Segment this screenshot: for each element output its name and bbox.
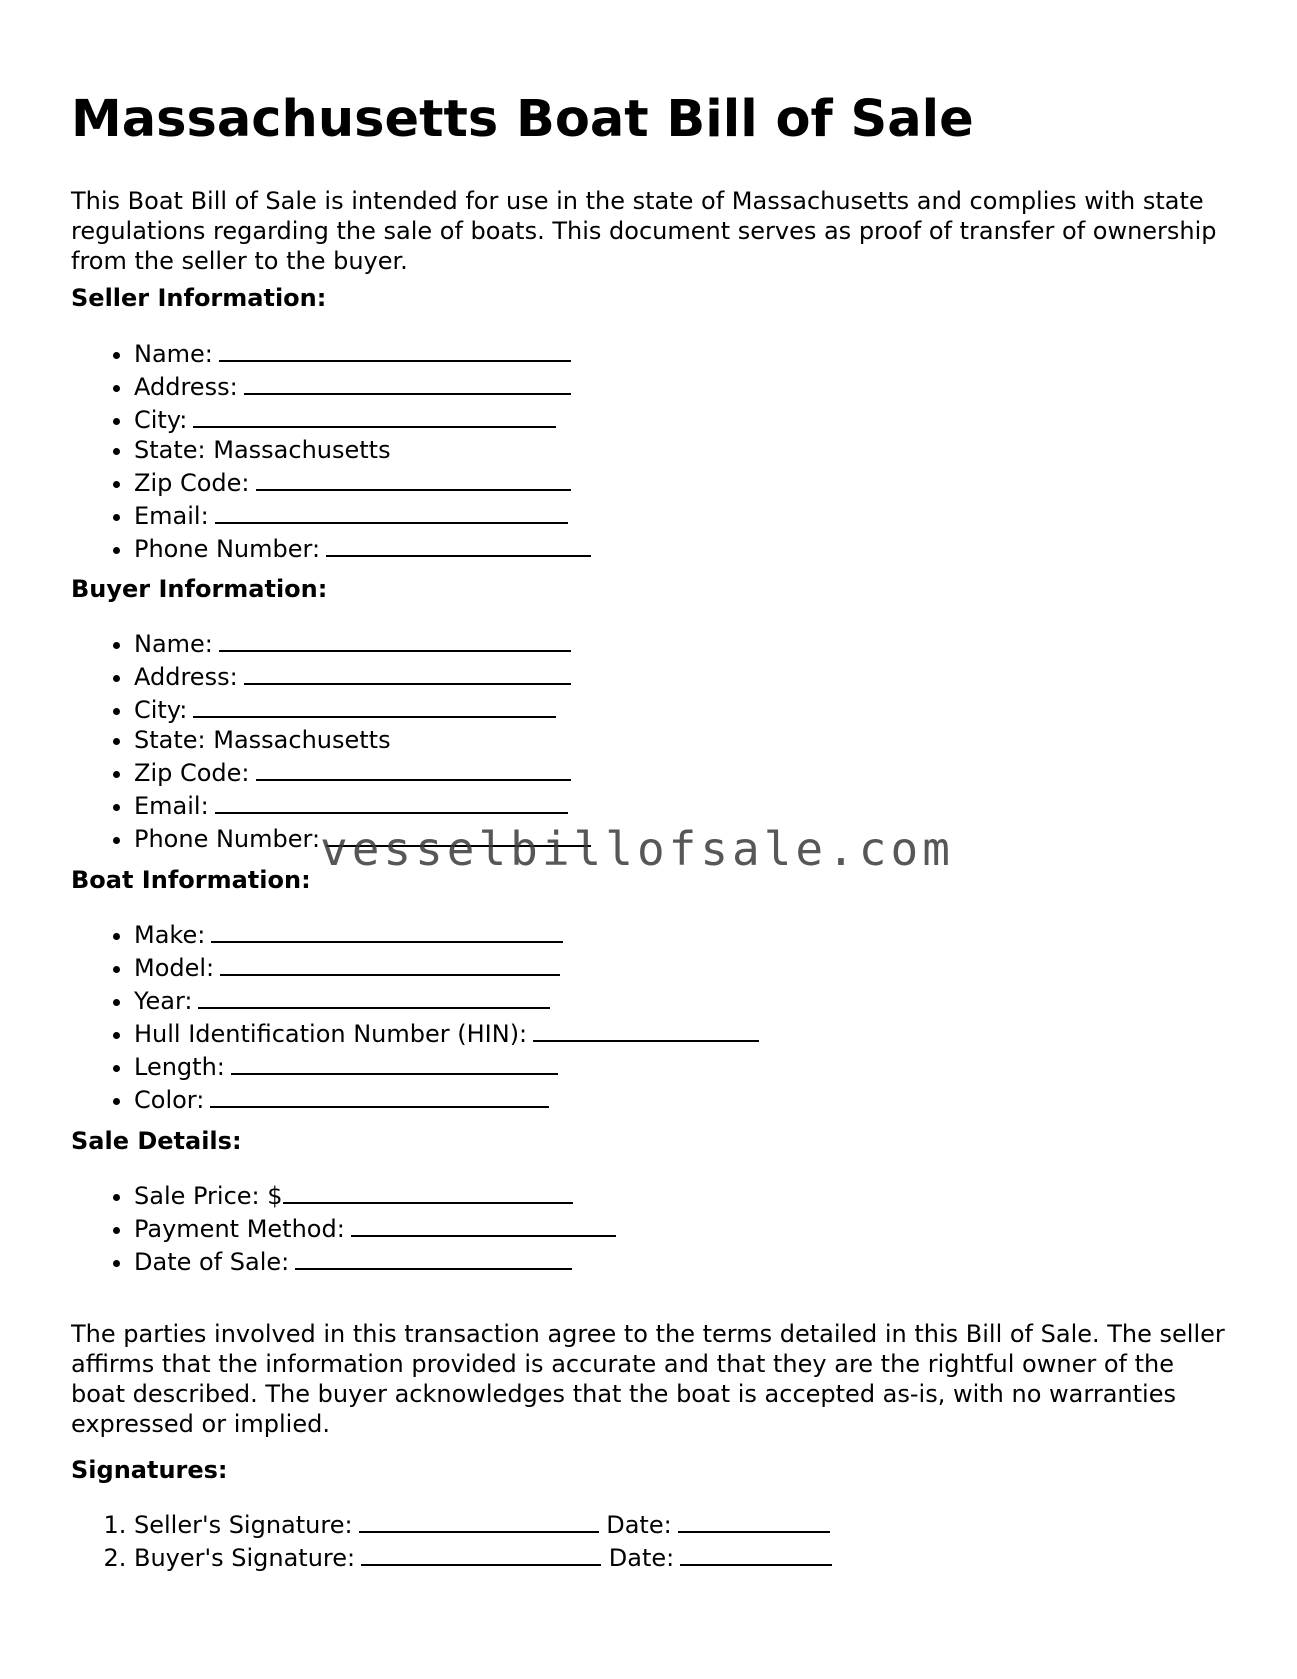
buyer-signature-date-label: Date:	[608, 1544, 675, 1572]
boat-year-field	[134, 983, 759, 1016]
buyer-name-label: Name:	[134, 630, 213, 658]
buyer-fields	[71, 626, 591, 854]
boat-year-label: Year:	[134, 987, 193, 1015]
seller-fields	[71, 336, 591, 564]
boat-heading: Boat Information:	[71, 866, 311, 894]
boat-make-line[interactable]	[211, 917, 563, 943]
watermark: vesselbillofsale.com	[320, 822, 954, 876]
seller-zip-line[interactable]	[256, 465, 571, 491]
sale-date-line[interactable]	[295, 1244, 572, 1270]
seller-signature-row	[134, 1507, 832, 1540]
boat-hin-line[interactable]	[533, 1016, 759, 1042]
boat-make-label: Make:	[134, 921, 206, 949]
seller-name-field	[134, 336, 591, 369]
buyer-city-line[interactable]	[193, 692, 556, 718]
buyer-email-line[interactable]	[215, 788, 568, 814]
buyer-address-label: Address:	[134, 663, 238, 691]
boat-length-label: Length:	[134, 1053, 225, 1081]
buyer-zip-line[interactable]	[256, 755, 571, 781]
seller-name-label: Name:	[134, 340, 213, 368]
buyer-zip-field	[134, 755, 591, 788]
buyer-address-field	[134, 659, 591, 692]
seller-state-field: • State: Massachusetts	[134, 435, 591, 465]
boat-hin-field	[134, 1016, 759, 1049]
boat-length-line[interactable]	[231, 1049, 558, 1075]
seller-city-field	[134, 402, 591, 435]
buyer-email-label: Email:	[134, 792, 209, 820]
buyer-zip-label: Zip Code:	[134, 759, 250, 787]
buyer-signature-label: Buyer's Signature:	[134, 1544, 356, 1572]
seller-phone-label: Phone Number:	[134, 535, 321, 563]
sale-date-label: Date of Sale:	[134, 1248, 290, 1276]
seller-address-field	[134, 369, 591, 402]
seller-signature-date-label: Date:	[606, 1511, 672, 1539]
boat-length-field	[134, 1049, 759, 1082]
seller-zip-field	[134, 465, 591, 498]
boat-fields	[71, 917, 759, 1115]
buyer-address-line[interactable]	[244, 659, 571, 685]
seller-city-label: City:	[134, 406, 188, 434]
buyer-name-line[interactable]	[219, 626, 571, 652]
seller-phone-line[interactable]	[326, 531, 591, 557]
signature-lines	[71, 1507, 832, 1573]
sale-heading: Sale Details:	[71, 1127, 242, 1155]
buyer-signature-date-line[interactable]	[680, 1540, 832, 1566]
seller-zip-label: Zip Code:	[134, 469, 250, 497]
seller-email-field	[134, 498, 591, 531]
buyer-signature-line[interactable]	[361, 1540, 601, 1566]
closing-paragraph: The parties involved in this transaction agree to the terms detailed in this Bill of Sale. The seller affirms that the information provided is accurate and that they are the rightful owner of the boat described. The buyer acknowledges that the boat is accepted as-is, with no warranties expressed or implied.	[71, 1320, 1225, 1438]
buyer-city-field	[134, 692, 591, 725]
buyer-state-field: • State: Massachusetts	[134, 725, 591, 755]
buyer-name-field	[134, 626, 591, 659]
buyer-city-label: City:	[134, 696, 188, 724]
seller-signature-label: Seller's Signature:	[134, 1511, 353, 1539]
boat-make-field	[134, 917, 759, 950]
sale-payment-line[interactable]	[351, 1211, 616, 1237]
seller-city-line[interactable]	[193, 402, 556, 428]
buyer-heading: Buyer Information:	[71, 575, 328, 603]
boat-model-line[interactable]	[220, 950, 560, 976]
boat-color-label: Color:	[134, 1086, 205, 1114]
intro-paragraph: This Boat Bill of Sale is intended for use in the state of Massachusetts and complies with state regulations regarding the sale of boats. This document serves as proof of transfer of ownership from the seller to the buyer.	[71, 187, 1217, 275]
sale-price-field	[134, 1178, 616, 1211]
seller-name-line[interactable]	[219, 336, 571, 362]
sale-price-line[interactable]	[283, 1178, 573, 1204]
boat-model-label: Model:	[134, 954, 215, 982]
sale-payment-label: Payment Method:	[134, 1215, 345, 1243]
sale-date-field	[134, 1244, 616, 1277]
sale-price-label: Sale Price: $	[134, 1182, 283, 1210]
seller-signature-line[interactable]	[359, 1507, 599, 1533]
boat-model-field	[134, 950, 759, 983]
signatures-heading: Signatures:	[71, 1456, 228, 1484]
seller-heading: Seller Information:	[71, 284, 327, 312]
seller-email-label: Email:	[134, 502, 209, 530]
boat-year-line[interactable]	[198, 983, 550, 1009]
buyer-signature-row	[134, 1540, 832, 1573]
buyer-email-field	[134, 788, 591, 821]
boat-color-field	[134, 1082, 759, 1115]
seller-address-label: Address:	[134, 373, 238, 401]
sale-fields	[71, 1178, 616, 1277]
buyer-phone-label: Phone Number:	[134, 825, 321, 853]
seller-signature-date-line[interactable]	[678, 1507, 830, 1533]
boat-hin-label: Hull Identification Number (HIN):	[134, 1020, 528, 1048]
seller-address-line[interactable]	[244, 369, 571, 395]
seller-email-line[interactable]	[215, 498, 568, 524]
boat-color-line[interactable]	[210, 1082, 549, 1108]
seller-phone-field	[134, 531, 591, 564]
sale-payment-field	[134, 1211, 616, 1244]
document-title: Massachusetts Boat Bill of Sale	[71, 90, 974, 149]
